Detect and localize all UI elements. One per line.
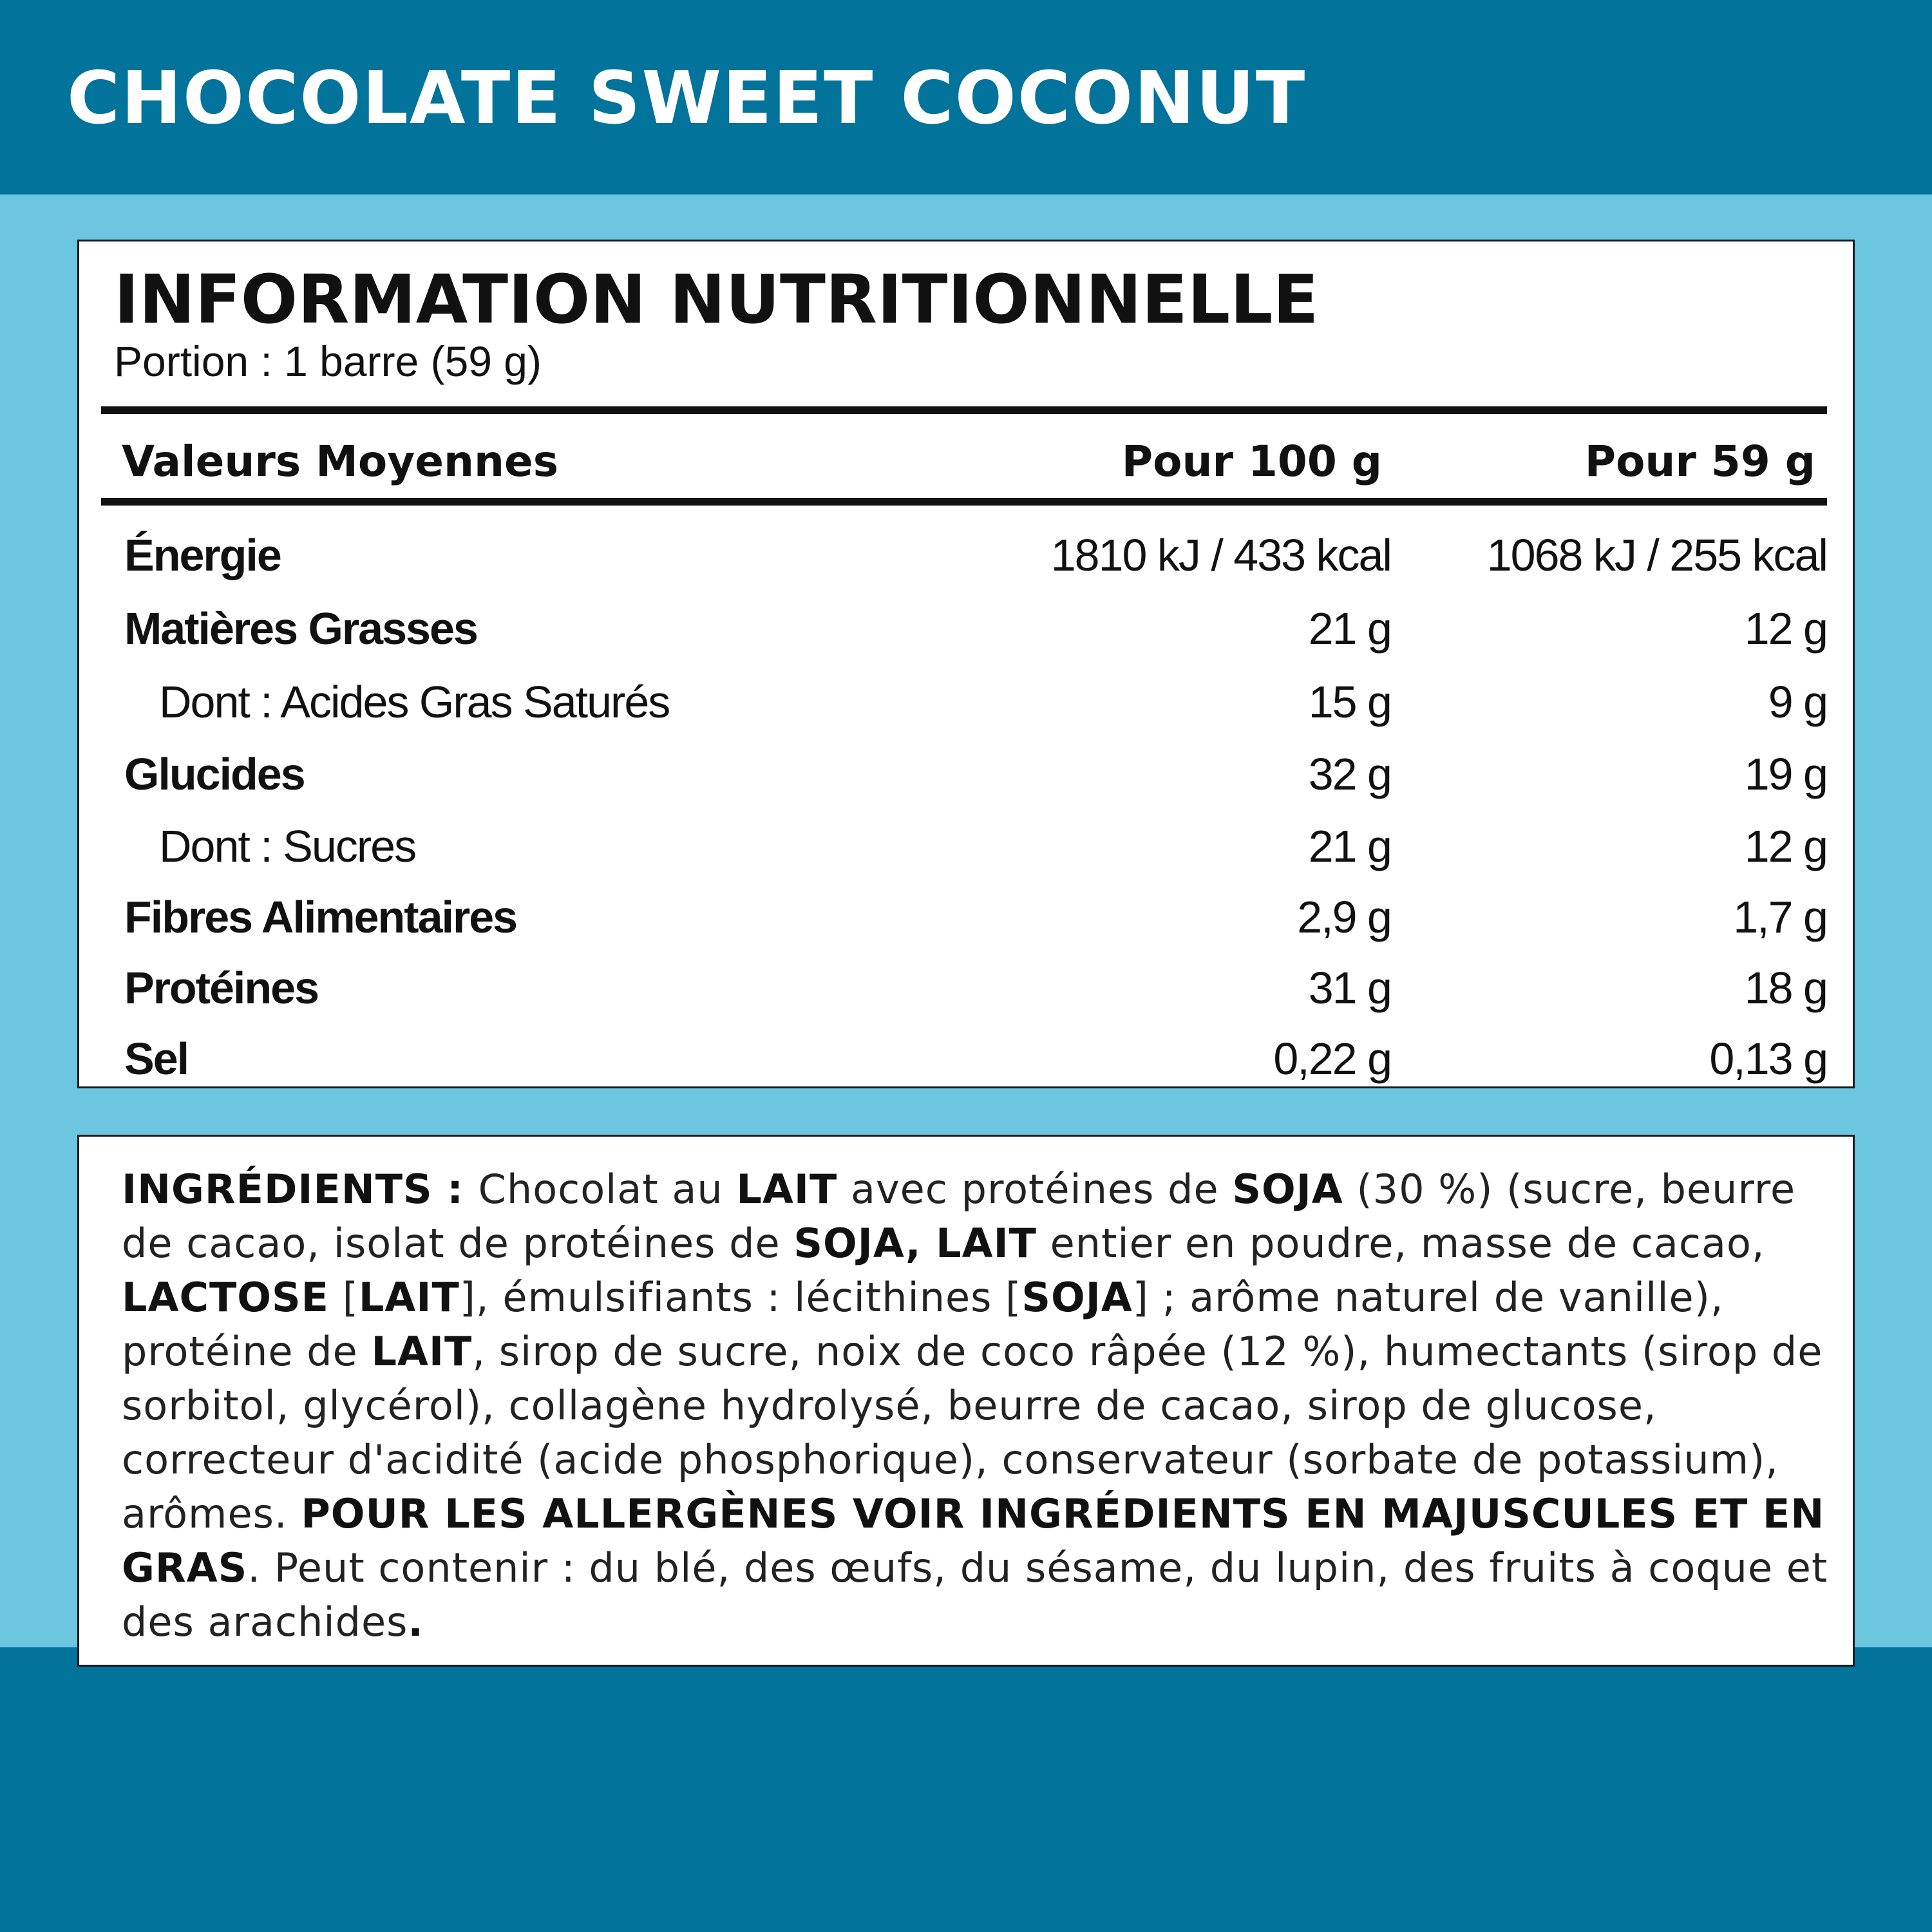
- value-per-portion: 12 g: [1744, 821, 1827, 871]
- allergen-text: LAIT: [736, 1166, 838, 1213]
- ingredient-text: ] ; arôme naturel de vanille), protéine de: [122, 1274, 1724, 1375]
- header-band: [0, 0, 1932, 194]
- value-per-100g: 15 g: [1308, 677, 1391, 727]
- value-per-portion: 1068 kJ / 255 kcal: [1486, 530, 1827, 580]
- ingredient-text: entier en poudre, masse de cacao,: [1036, 1220, 1765, 1267]
- nutrient-label: Fibres Alimentaires: [124, 892, 517, 942]
- value-per-100g: 2,9 g: [1297, 892, 1391, 942]
- allergen-text: SOJA: [1232, 1166, 1343, 1213]
- allergen-text: LAIT: [358, 1274, 460, 1321]
- table-header: [79, 423, 1853, 488]
- allergen-text: LACTOSE: [122, 1274, 329, 1321]
- ingredient-text: . Peut contenir : du blé, des œufs, du sésame, du lupin, des fruits à coque et des arachides: [122, 1544, 1828, 1645]
- value-per-portion: 12 g: [1744, 603, 1827, 654]
- nutrient-label: Glucides: [124, 749, 305, 799]
- table-row: [79, 667, 1853, 737]
- allergen-text: .: [408, 1598, 424, 1645]
- table-row: [79, 593, 1853, 664]
- column-header-per-portion: Pour 59 g: [1584, 437, 1815, 486]
- nutrient-label: Dont : Sucres: [159, 821, 416, 871]
- value-per-100g: 1810 kJ / 433 kcal: [1050, 530, 1391, 580]
- value-per-100g: 0,22 g: [1273, 1034, 1391, 1084]
- value-per-portion: 19 g: [1744, 749, 1827, 799]
- allergen-text: LAIT: [371, 1328, 473, 1375]
- table-row: [79, 882, 1853, 952]
- table-row: [79, 952, 1853, 1023]
- allergen-text: SOJA: [1021, 1274, 1133, 1321]
- value-per-portion: 18 g: [1744, 963, 1827, 1013]
- ingredients-text: [122, 1162, 1828, 1649]
- table-row: [79, 739, 1853, 810]
- value-per-100g: 21 g: [1308, 603, 1391, 654]
- portion-size: Portion : 1 barre (59 g): [114, 337, 542, 385]
- ingredients-panel: [77, 1135, 1855, 1667]
- divider: [101, 406, 1827, 414]
- column-header-per-100g: Pour 100 g: [1121, 437, 1382, 486]
- nutrient-label: Énergie: [124, 530, 281, 580]
- value-per-portion: 9 g: [1768, 677, 1827, 727]
- value-per-100g: 21 g: [1308, 821, 1391, 871]
- product-name: CHOCOLATE SWEET COCONUT: [67, 57, 1307, 140]
- nutrient-label: Protéines: [124, 963, 318, 1013]
- ingredient-text: (30 %) (sucre, beurre de cacao, isolat de protéines de: [122, 1166, 1796, 1267]
- ingredient-text: , sirop de sucre, noix de coco râpée (12 %), humectants (sirop de sorbitol, glycérol), collagène hydrolysé, beurre de cacao, sirop de glucose, correcteur d'acidité (acide phosphorique), conservateur (sorbate de potassium), arômes.: [122, 1328, 1823, 1537]
- column-header-label: Valeurs Moyennes: [122, 437, 559, 486]
- ingredient-text: ], émulsifiants : lécithines [: [459, 1274, 1022, 1321]
- nutrient-label: Matières Grasses: [124, 603, 477, 654]
- nutrient-label: Sel: [124, 1034, 189, 1084]
- footer-band: [0, 1647, 1932, 1932]
- table-row: [79, 1023, 1853, 1094]
- nutrition-title: INFORMATION NUTRITIONNELLE: [114, 260, 1319, 339]
- value-per-100g: 32 g: [1308, 749, 1391, 799]
- table-row: [79, 811, 1853, 882]
- divider: [101, 498, 1827, 506]
- allergen-text: INGRÉDIENTS :: [122, 1166, 478, 1213]
- nutrient-label: Dont : Acides Gras Saturés: [159, 677, 670, 727]
- allergen-text: SOJA, LAIT: [793, 1220, 1037, 1267]
- ingredient-text: Chocolat au: [478, 1166, 737, 1213]
- table-row: [79, 520, 1853, 591]
- value-per-portion: 1,7 g: [1733, 892, 1827, 942]
- ingredient-text: [: [329, 1274, 359, 1321]
- allergen-text: POUR LES ALLERGÈNES VOIR INGRÉDIENTS EN MAJUSCULES ET EN GRAS: [122, 1490, 1825, 1591]
- value-per-100g: 31 g: [1308, 963, 1391, 1013]
- nutrition-panel: [77, 240, 1855, 1088]
- ingredient-text: avec protéines de: [837, 1166, 1233, 1213]
- value-per-portion: 0,13 g: [1709, 1034, 1827, 1084]
